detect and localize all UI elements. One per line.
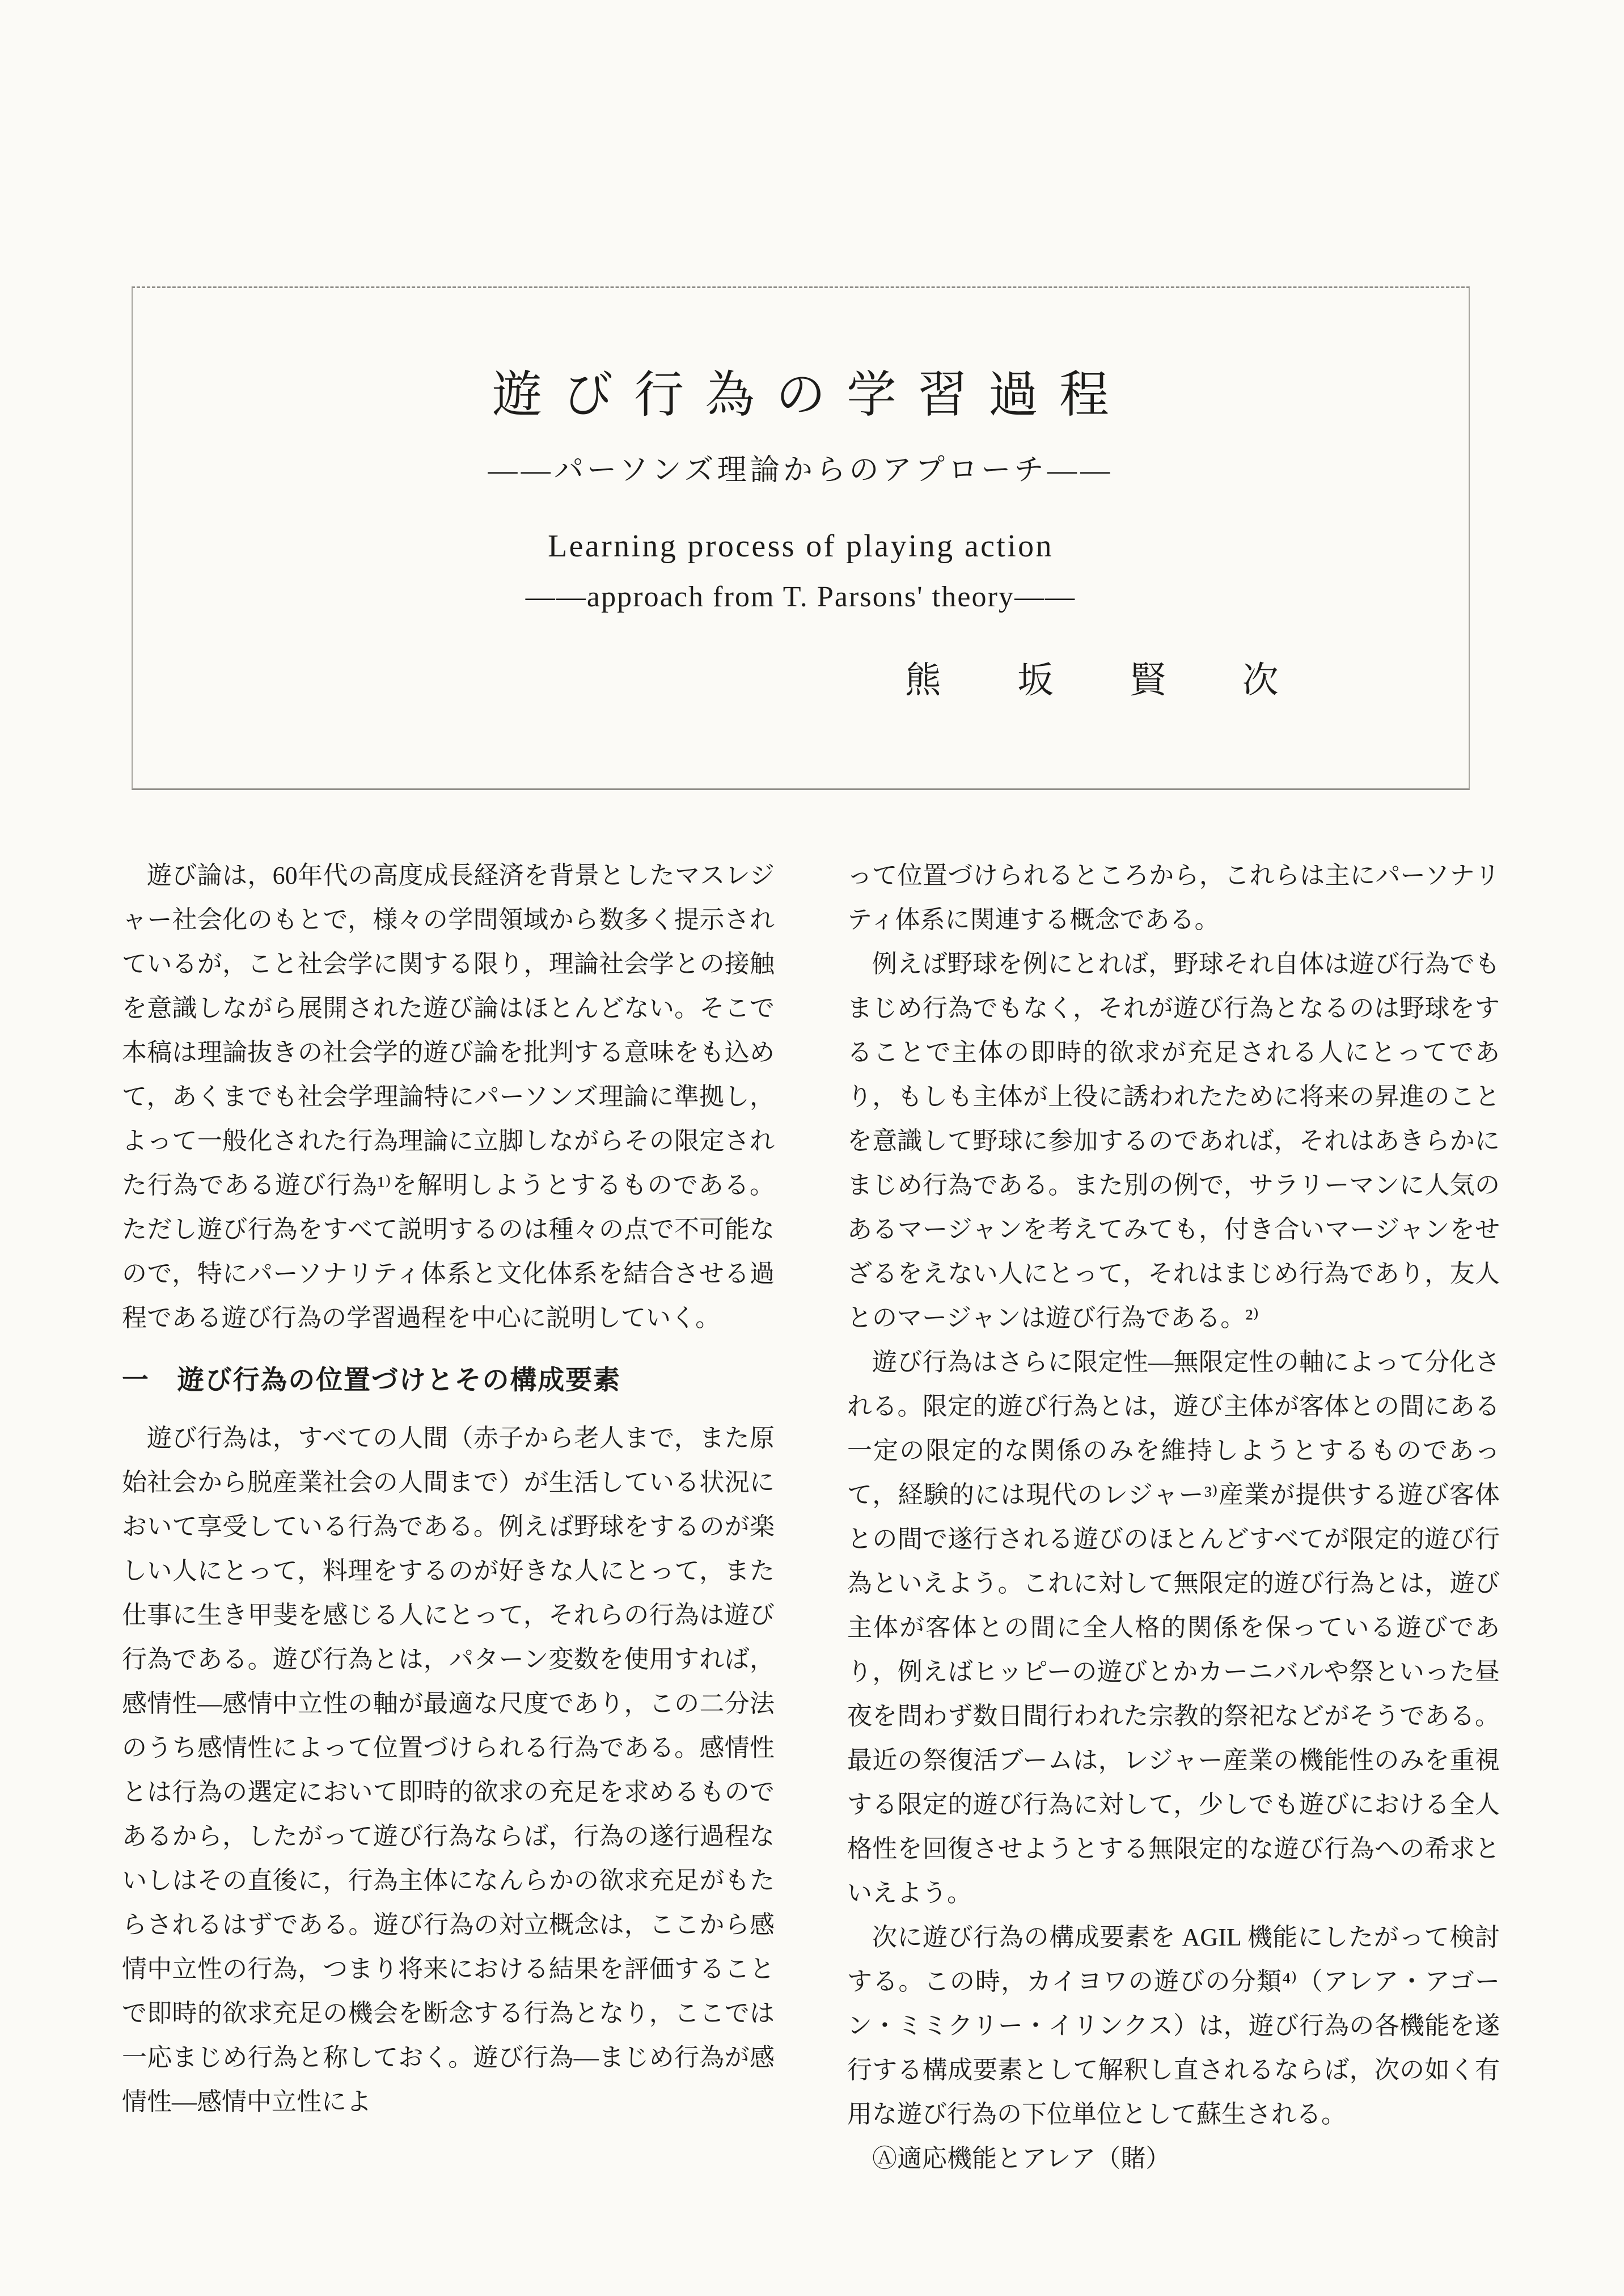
list-item-adaptation-alea: Ⓐ適応機能とアレア（賭） xyxy=(872,2145,1171,2172)
author-name: 熊 坂 賢 次 xyxy=(904,660,1299,700)
paragraph-play-action-definition: 遊び行為は，すべての人間（赤子から老人まで，また原始社会から脱産業社会の人間まで）が生活している状況において享受している行為である。例えば野球をするのが楽しい人にとって，料理をするのが好きな人にとって，また仕事に生き甲斐を感じる人にとって，それらの行為は遊び行為である。遊び行為とは，パターン変数を使用すれば，感情性―感情中立性の軸が最適な尺度であり，この二分法のうち感情性によって位置づけられる行為である。感情性とは行為の選定において即時的欲求の充足を求めるものであるから，したがって遊び行為ならば，行為の遂行過程ないしはその直後に，行為主体になんらかの欲求充足がもたらされるはずである。遊び行為の対立概念は，ここから感情中立性の行為，つまり将来における結果を評価することで即時的欲求充足の機会を断念する行為となり，ここでは一応まじめ行為と称しておく。遊び行為―まじめ行為が感情性―感情中立性によ xyxy=(122,1424,775,2116)
right-column xyxy=(847,854,1500,2181)
paragraph-continuation: って位置づけられるところから，これらは主にパーソナリティ体系に関連する概念である。 xyxy=(847,862,1500,934)
page-title: 遊び行為の学習過程 xyxy=(492,368,1130,423)
body-columns xyxy=(122,854,1500,2181)
paragraph-agil: 次に遊び行為の構成要素を AGIL 機能にしたがって検討する。この時，カイヨワの遊びの分類⁴⁾（アレア・アゴーン・ミミクリー・イリンクス）は，遊び行為の各機能を遂行する構成要素として解釈し直されるならば，次の如く有用な遊び行為の下位単位として蘇生される。 xyxy=(847,1923,1500,2128)
title-box xyxy=(132,286,1470,790)
paragraph-intro: 遊び論は，60年代の高度成長経済を背景としたマスレジャー社会化のもとで，様々の学問領域から数多く提示されているが，こと社会学に関する限り，理論社会学との接触を意識しながら展開された遊び論はほとんどない。そこで本稿は理論抜きの社会学的遊び論を批判する意味をも込めて，あくまでも社会学理論特にパーソンズ理論に準拠し，よって一般化された行為理論に立脚しながらその限定された行為である遊び行為¹⁾を解明しようとするものである。ただし遊び行為をすべて説明するのは種々の点で不可能なので，特にパーソナリティ体系と文化体系を結合させる過程である遊び行為の学習過程を中心に説明していく。 xyxy=(122,862,775,1332)
section-heading-1: 一 遊び行為の位置づけとその構成要素 xyxy=(122,1365,621,1395)
paragraph-limited-unlimited: 遊び行為はさらに限定性―無限定性の軸によって分化される。限定的遊び行為とは，遊び主体が客体との間にある一定の限定的な関係のみを維持しようとするものであって，経験的には現代のレジャー³⁾産業が提供する遊び客体との間で遂行される遊びのほとんどすべてが限定的遊び行為といえよう。これに対して無限定的遊び行為とは，遊び主体が客体との間に全人格的関係を保っている遊びであり，例えばヒッピーの遊びとかカーニバルや祭といった昼夜を問わず数日間行われた宗教的祭祀などがそうである。最近の祭復活ブームは，レジャー産業の機能性のみを重視する限定的遊び行為に対して，少しでも遊びにおける全人格性を回復させようとする無限定的な遊び行為への希求といえよう。 xyxy=(847,1348,1500,1907)
left-column xyxy=(122,854,775,2181)
subtitle-japanese: ——パーソンズ理論からのアプローチ—— xyxy=(488,454,1114,487)
subtitle-english: ——approach from T. Parsons' theory—— xyxy=(525,581,1076,613)
paragraph-baseball-example: 例えば野球を例にとれば，野球それ自体は遊び行為でもまじめ行為でもなく，それが遊び行為となるのは野球をすることで主体の即時的欲求が充足される人にとってであり，もしも主体が上役に誘われたために将来の昇進のことを意識して野球に参加するのであれば，それはあきらかにまじめ行為である。また別の例で，サラリーマンに人気のあるマージャンを考えてみても，付き合いマージャンをせざるをえない人にとって，それはまじめ行為であり，友人とのマージャンは遊び行為である。²⁾ xyxy=(847,950,1500,1332)
title-english: Learning process of playing action xyxy=(548,529,1054,564)
